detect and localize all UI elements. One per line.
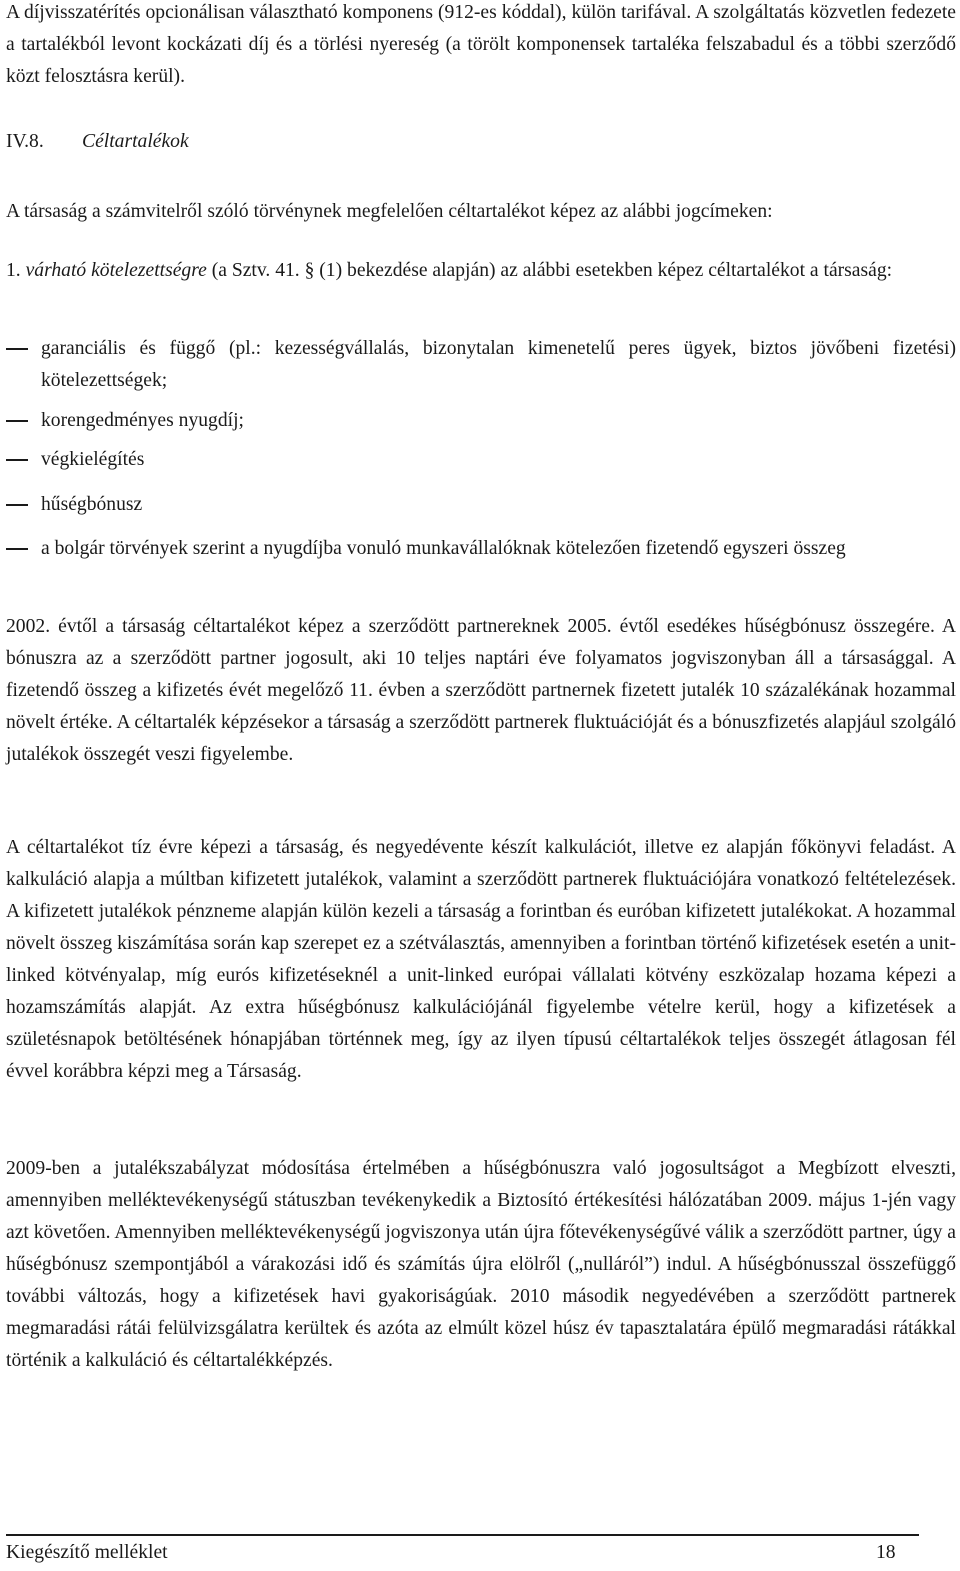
section-heading [6, 131, 189, 153]
body-paragraph: 2002. évtől a társaság céltartalékot képez a szerződött partnereknek 2005. évtől esedékes hűségbónusz összegére. A bónuszra az a szerződött partner jogosult, aki 10 teljes naptári éve folyamatos jogviszonyban áll a társasággal. A fizetendő összeg a kifizetés évét megelőző 11. évben a szerződött partnernek fizetett jutalék 10 százalékának hozammal növelt értéke. A céltartalék képzésekor a társaság a szerződött partnerek fluktuációját és a bónuszfizetés alapjául szolgáló jutalékok összegét veszi figyelembe. [6, 616, 956, 765]
dash-bullet [6, 504, 28, 506]
numbered-item-1 [6, 255, 956, 287]
list-item-text: korengedményes nyugdíj; [41, 410, 244, 431]
dash-bullet [6, 459, 28, 461]
list-item [6, 533, 956, 565]
item-label: várható kötelezettségre [25, 260, 207, 281]
dash-bullet [6, 420, 28, 422]
list-item-text: a bolgár törvények szerint a nyugdíjba vonuló munkavállalóknak kötelezően fizetendő egyszeri összeg [41, 538, 846, 559]
body-paragraph: A céltartalékot tíz évre képezi a társaság, és negyedévente készít kalkulációt, illetve ez alapján főkönyvi feladást. A kalkuláció alapja a múltban kifizetett jutalékok, valamint a szerződött partnerek fluktuációjára vonatkozó feltételezések. A kifizetett jutalékok pénzneme alapján külön kezeli a társaság a forintban és euróban kifizetett jutalékokat. A hozammal növelt összeg kiszámítása során kap szerepet ez a szétválasztás, amennyiben a forintban történő kifizetések esetén a unit-linked kötvényalap, míg eurós kifizetéseknél a unit-linked európai vállalati kötvény eszközalap hozama képezi a hozamszámítás alapját. Az extra hűségbónusz kalkulációjánál figyelembe vételre kerül, hogy a kifizetések a születésnapok betöltésének hónapjában történnek meg, így az ilyen típusú céltartalékok teljes összegét átlagosan fél évvel korábbra képzi meg a Társaság. [6, 837, 956, 1082]
intro-paragraph: A díjvisszatérítés opcionálisan választható komponens (912-es kóddal), külön tarifával. A szolgáltatás közvetlen fedezete a tartalékból levont kockázati díj és a törlési nyereség (a törölt komponensek tartaléka felszabadul és a többi szerződő közt felosztásra kerül). [6, 2, 956, 87]
section-number: IV.8. [6, 131, 44, 152]
dash-bullet [6, 548, 28, 550]
list-item [6, 489, 956, 521]
body-paragraph: 2009-ben a jutalékszabályzat módosítása értelmében a hűségbónuszra való jogosultságot a Megbízott elveszti, amennyiben melléktevékenységű státuszban tevékenykedik a Biztosító értékesítési hálózatában 2009. május 1-jén vagy azt követően. Amennyiben melléktevékenységű jogviszonya után újra főtevékenységűvé válik a szerződött partner, úgy a hűségbónusz szempontjából a várakozási idő és számítás újra elölről („nulláról”) indul. A hűségbónusszal összefüggő további változás, hogy a kifizetések havi gyakoriságúak. 2010 második negyedévében a szerződött partnerek megmaradási rátái felülvizsgálatra kerültek és azóta az elmúlt közel húsz év tapasztalatára épülő megmaradási rátákkal történik a kalkuláció és céltartalékképzés. [6, 1158, 956, 1371]
item-number: 1. [6, 260, 21, 281]
lead-paragraph: A társaság a számvitelről szóló törvénynek megfelelően céltartalékot képez az alábbi jogcímeken: [6, 201, 773, 222]
footer-rule [6, 1534, 919, 1536]
list-item [6, 405, 956, 437]
footer-title: Kiegészítő melléklet [6, 1542, 168, 1563]
page-number: 18 [876, 1542, 896, 1563]
section-title: Céltartalékok [82, 131, 189, 152]
list-item-text: garanciális és függő (pl.: kezességvállalás, bizonytalan kimenetelű peres ügyek, biztos jövőbeni fizetési) kötelezettségek; [41, 338, 956, 391]
list-item [6, 444, 956, 476]
list-item-text: végkielégítés [41, 449, 145, 470]
item-text: (a Sztv. 41. § (1) bekezdése alapján) az alábbi esetekben képez céltartalékot a társaság: [206, 260, 893, 281]
list-item-text: hűségbónusz [41, 494, 143, 515]
dash-bullet [6, 348, 28, 350]
list-item [6, 333, 956, 397]
